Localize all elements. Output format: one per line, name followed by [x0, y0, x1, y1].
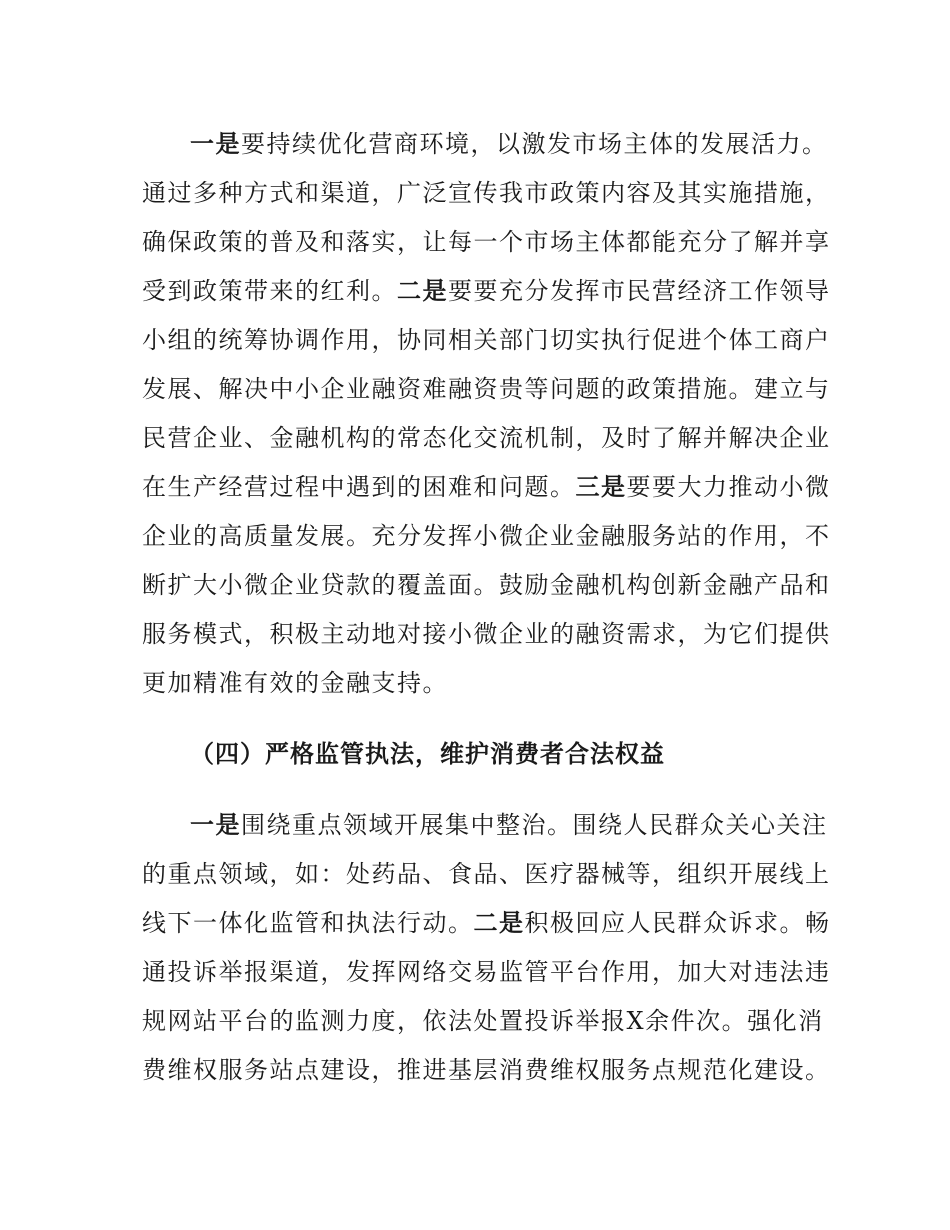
paragraph-line: [142, 421, 831, 455]
line-text: 更加精准有效的金融支持。: [142, 669, 448, 697]
paragraph-line: [142, 519, 831, 553]
line-text: 线下一体化监管和执法行动。: [142, 909, 474, 937]
line-text: 断扩大小微企业贷款的覆盖面。鼓励金融机构创新金融产品和: [142, 571, 831, 599]
line-text: 规网站平台的监测力度，依法处置投诉举报X余件次。强化消: [142, 1007, 824, 1035]
paragraph-line: [190, 127, 828, 161]
line-text: 的重点领域，如：处药品、食品、医疗器械等，组织开展线上: [142, 860, 831, 888]
paragraph-line: [142, 274, 831, 308]
paragraph-line: [142, 1053, 831, 1087]
line-text: 民营企业、金融机构的常态化交流机制，及时了解并解决企业: [142, 424, 831, 452]
line-text: 发展、解决中小企业融资难融资贵等问题的政策措施。建立与: [142, 375, 831, 403]
line-text: 要要充分发挥市民营经济工作领导: [448, 277, 831, 305]
ordinal-marker: 三是: [575, 473, 627, 501]
paragraph-line: [142, 1004, 824, 1038]
line-text: 要要大力推动小微: [626, 473, 831, 501]
paragraph-line: [142, 323, 831, 357]
line-text: 要持续优化营商环境，以激发市场主体的发展活力。: [241, 130, 828, 158]
line-text: 企业的高质量发展。充分发挥小微企业金融服务站的作用，不: [142, 522, 831, 550]
section-heading: （四）严格监管执法，维护消费者合法权益: [190, 740, 665, 768]
line-text: 积极回应人民群众诉求。畅: [524, 909, 831, 937]
paragraph-line: [142, 955, 831, 989]
paragraph-line: [142, 906, 831, 940]
line-text: 在生产经营过程中遇到的困难和问题。: [142, 473, 576, 501]
ordinal-marker: 二是: [473, 909, 525, 937]
line-text: 小组的统筹协调作用，协同相关部门切实执行促进个体工商户: [142, 326, 831, 354]
ordinal-marker: 二是: [397, 277, 448, 305]
paragraph-line: [142, 617, 831, 651]
paragraph-line: [142, 470, 831, 504]
line-text: 通过多种方式和渠道，广泛宣传我市政策内容及其实施措施，: [142, 179, 831, 207]
paragraph-line: [142, 225, 831, 259]
line-text: 受到政策带来的红利。: [142, 277, 397, 305]
line-text: 费维权服务站点建设，推进基层消费维权服务点规范化建设。: [142, 1056, 831, 1084]
ordinal-marker: 一是: [190, 130, 241, 158]
paragraph-line: [142, 568, 831, 602]
ordinal-marker: 一是: [190, 811, 241, 839]
paragraph-line: [190, 808, 828, 842]
paragraph-line: [142, 666, 448, 700]
line-text: 通投诉举报渠道，发挥网络交易监管平台作用，加大对违法违: [142, 958, 831, 986]
paragraph-line: [142, 372, 831, 406]
line-text: 确保政策的普及和落实，让每一个市场主体都能充分了解并享: [142, 228, 831, 256]
line-text: 服务模式，积极主动地对接小微企业的融资需求，为它们提供: [142, 620, 831, 648]
paragraph-line: [142, 176, 831, 210]
paragraph-line: [142, 857, 831, 891]
line-text: 围绕重点领域开展集中整治。围绕人民群众关心关注: [241, 811, 828, 839]
